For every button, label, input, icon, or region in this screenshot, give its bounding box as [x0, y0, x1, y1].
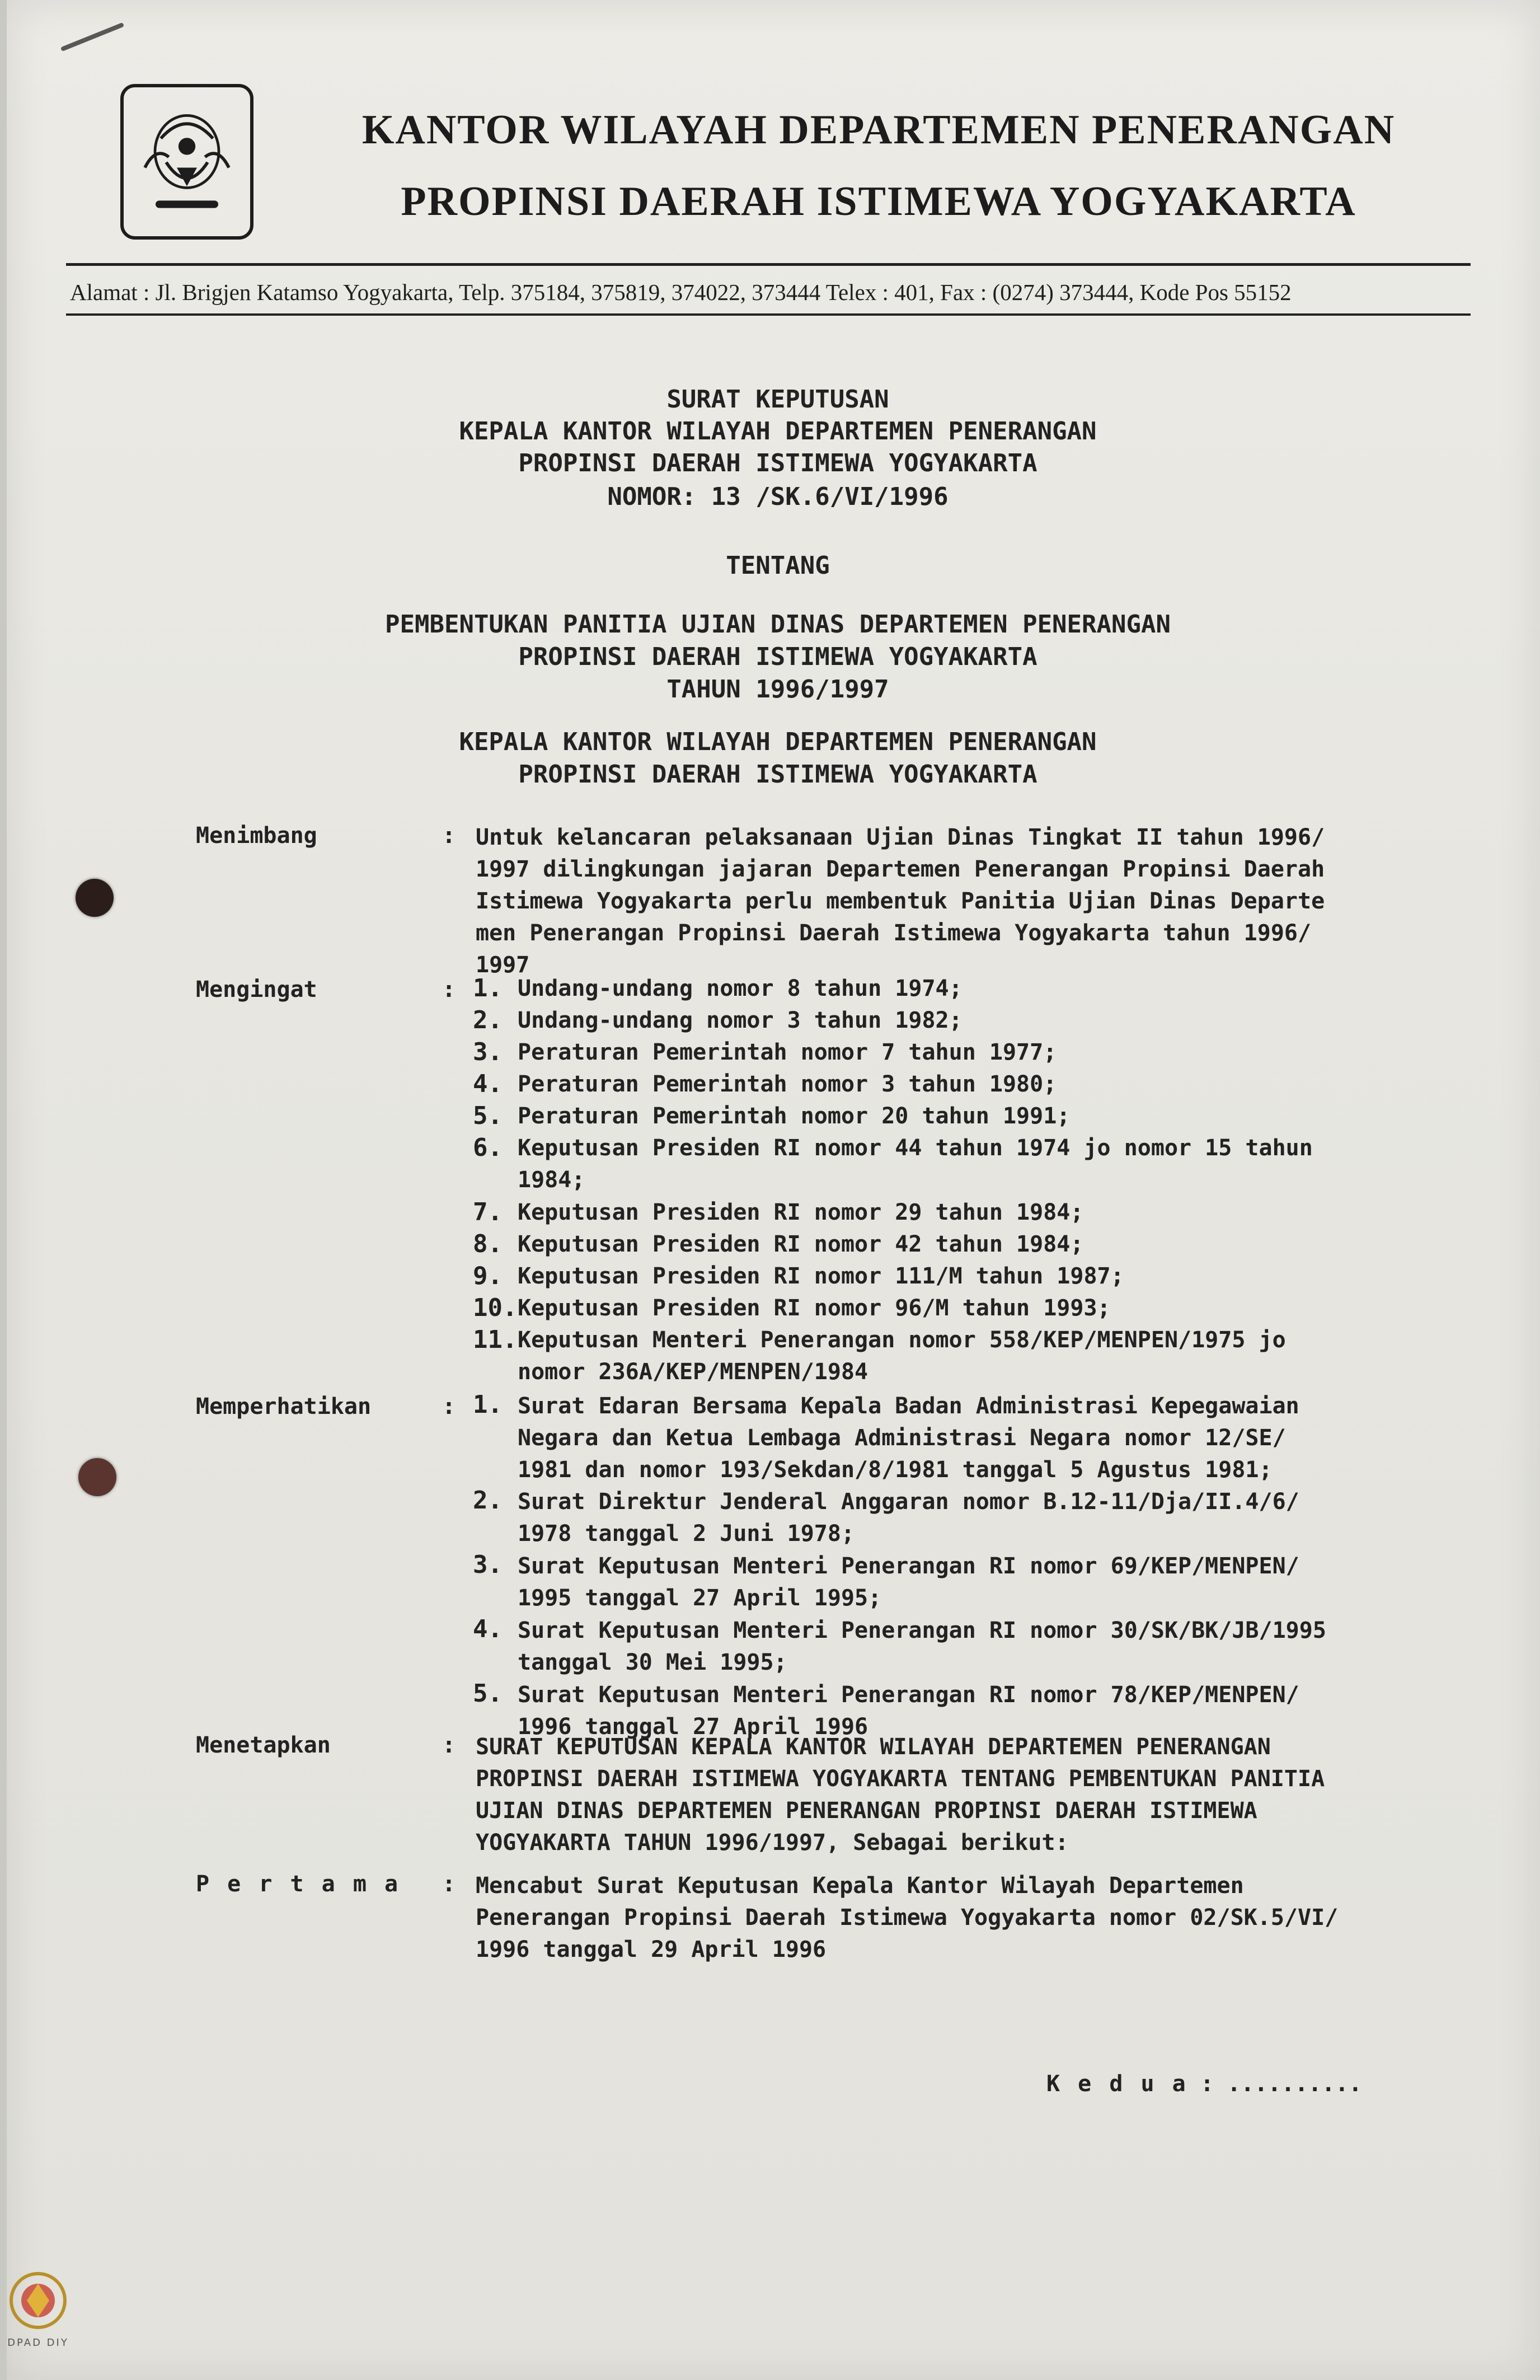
list-item-cont: nomor 236A/KEP/MENPEN/1984 — [518, 1359, 868, 1385]
menimbang-colon: : — [442, 823, 456, 849]
menimbang-text: Untuk kelancaran pelaksanaan Ujian Dinas Tingkat II tahun 1996/ 1997 dilingkungan jajaran Departemen Penerangan Propinsi Daerah Istimewa Yogyakarta perlu membentuk Panitia Ujian Dinas Departe men Penerangan Propinsi Daerah Istimewa Yogyakarta tahun 1996/ 1997 — [476, 824, 1325, 978]
mengingat-label: Mengingat — [196, 977, 317, 1002]
list-number: 4. — [473, 1615, 503, 1643]
pertama-text: Mencabut Surat Keputusan Kepala Kantor Wilayah Departemen Penerangan Propinsi Daerah Istimewa Yogyakarta nomor 02/SK.5/VI/ 1996 tanggal 29 April 1996 — [476, 1873, 1339, 1962]
memperhatikan-colon: : — [442, 1394, 456, 1419]
list-number: 6. — [473, 1133, 503, 1162]
menetapkan-colon: : — [442, 1732, 456, 1758]
list-item: Peraturan Pemerintah nomor 3 tahun 1980; — [518, 1071, 1057, 1097]
list-number: 3. — [473, 1038, 503, 1066]
divider — [66, 313, 1471, 316]
letterhead-line1: KANTOR WILAYAH DEPARTEMEN PENERANGAN — [361, 107, 1396, 153]
archive-stamp-icon — [4, 2261, 72, 2362]
list-number: 7. — [473, 1198, 503, 1226]
subject-line3: TAHUN 1996/1997 — [666, 675, 889, 704]
list-number: 8. — [473, 1230, 503, 1258]
issuer-line2: PROPINSI DAERAH ISTIMEWA YOGYAKARTA — [518, 760, 1037, 789]
list-item: Keputusan Presiden RI nomor 42 tahun 1984; — [518, 1231, 1084, 1257]
list-item: Peraturan Pemerintah nomor 7 tahun 1977; — [518, 1039, 1057, 1065]
list-item: Keputusan Presiden RI nomor 96/M tahun 1993; — [518, 1295, 1111, 1321]
list-number: 1. — [473, 974, 503, 1002]
list-item: Peraturan Pemerintah nomor 20 tahun 1991; — [518, 1103, 1071, 1129]
pertama-label: P e r t a m a — [196, 1871, 401, 1897]
list-item: Surat Keputusan Menteri Penerangan RI nomor 78/KEP/MENPEN/ 1996 tanggal 27 April 1996 — [518, 1682, 1299, 1740]
list-item: Surat Edaran Bersama Kepala Badan Administrasi Kepegawaian Negara dan Ketua Lembaga Administrasi Negara nomor 12/SE/ 1981 dan nomor 193/Sekdan/8/1981 tanggal 5 Agustus 1981; — [518, 1393, 1299, 1483]
list-item: Undang-undang nomor 8 tahun 1974; — [518, 976, 962, 1001]
list-item: Surat Keputusan Menteri Penerangan RI nomor 30/SK/BK/JB/1995 tanggal 30 Mei 1995; — [518, 1618, 1326, 1675]
letterhead-address: Alamat : Jl. Brigjen Katamso Yogyakarta, Telp. 375184, 375819, 374022, 373444 Telex : 401, Fax : (0274) 373444, Kode Pos 55152 — [70, 279, 1292, 305]
decree-number: NOMOR: 13 /SK.6/VI/1996 — [607, 482, 949, 511]
list-item: Keputusan Presiden RI nomor 44 tahun 1974 jo nomor 15 tahun — [518, 1135, 1313, 1161]
list-item: Undang-undang nomor 3 tahun 1982; — [518, 1008, 962, 1033]
list-number: 11. — [473, 1325, 518, 1354]
list-number: 9. — [473, 1262, 503, 1290]
pertama-colon: : — [442, 1871, 456, 1897]
list-number: 4. — [473, 1070, 503, 1098]
list-item: Keputusan Presiden RI nomor 111/M tahun 1987; — [518, 1263, 1124, 1289]
list-number: 2. — [473, 1006, 503, 1034]
continuation-marker: : .......... — [1200, 2071, 1362, 2097]
list-number: 10. — [473, 1294, 518, 1322]
menetapkan-text: SURAT KEPUTUSAN KEPALA KANTOR WILAYAH DEPARTEMEN PENERANGAN PROPINSI DAERAH ISTIMEWA YOGYAKARTA TENTANG PEMBENTUKAN PANITIA UJIAN DINAS DEPARTEMEN PENERANGAN PROPINSI DAERAH ISTIMEWA YOGYAKARTA TAHUN 1996/1997, Sebagai berikut: — [476, 1734, 1325, 1856]
menimbang-label: Menimbang — [196, 823, 317, 849]
mengingat-colon: : — [442, 977, 456, 1002]
list-item: Surat Keputusan Menteri Penerangan RI nomor 69/KEP/MENPEN/ 1995 tanggal 27 April 1995; — [518, 1553, 1299, 1611]
punch-hole — [78, 1458, 116, 1496]
memperhatikan-label: Memperhatikan — [196, 1394, 372, 1419]
menetapkan-label: Menetapkan — [196, 1732, 331, 1758]
list-number: 5. — [473, 1679, 503, 1708]
list-number: 5. — [473, 1102, 503, 1130]
list-number: 1. — [473, 1390, 503, 1419]
decree-province: PROPINSI DAERAH ISTIMEWA YOGYAKARTA — [518, 449, 1037, 477]
list-item: Keputusan Presiden RI nomor 29 tahun 1984; — [518, 1200, 1084, 1225]
punch-hole — [76, 879, 114, 917]
subject-line2: PROPINSI DAERAH ISTIMEWA YOGYAKARTA — [518, 643, 1037, 671]
next-section-label: K e d u a — [1046, 2071, 1188, 2097]
list-item-cont: 1984; — [518, 1167, 585, 1193]
list-number: 2. — [473, 1486, 503, 1515]
list-number: 3. — [473, 1550, 503, 1579]
document-page — [7, 0, 1540, 2380]
tentang-heading: TENTANG — [726, 551, 830, 580]
decree-title: SURAT KEPUTUSAN — [666, 385, 889, 414]
list-item: Surat Direktur Jenderal Anggaran nomor B.12-11/Dja/II.4/6/ 1978 tanggal 2 Juni 1978; — [518, 1489, 1299, 1547]
list-item: Keputusan Menteri Penerangan nomor 558/KEP/MENPEN/1975 jo — [518, 1327, 1286, 1353]
stamp-text: DPAD DIY — [7, 2337, 69, 2349]
divider — [66, 263, 1471, 266]
subject-line1: PEMBENTUKAN PANITIA UJIAN DINAS DEPARTEMEN PENERANGAN — [385, 610, 1171, 639]
regional-emblem-icon — [120, 84, 253, 240]
decree-issuer: KEPALA KANTOR WILAYAH DEPARTEMEN PENERANGAN — [459, 417, 1097, 446]
letterhead-line2: PROPINSI DAERAH ISTIMEWA YOGYAKARTA — [401, 179, 1356, 224]
issuer-line1: KEPALA KANTOR WILAYAH DEPARTEMEN PENERANGAN — [459, 728, 1097, 756]
